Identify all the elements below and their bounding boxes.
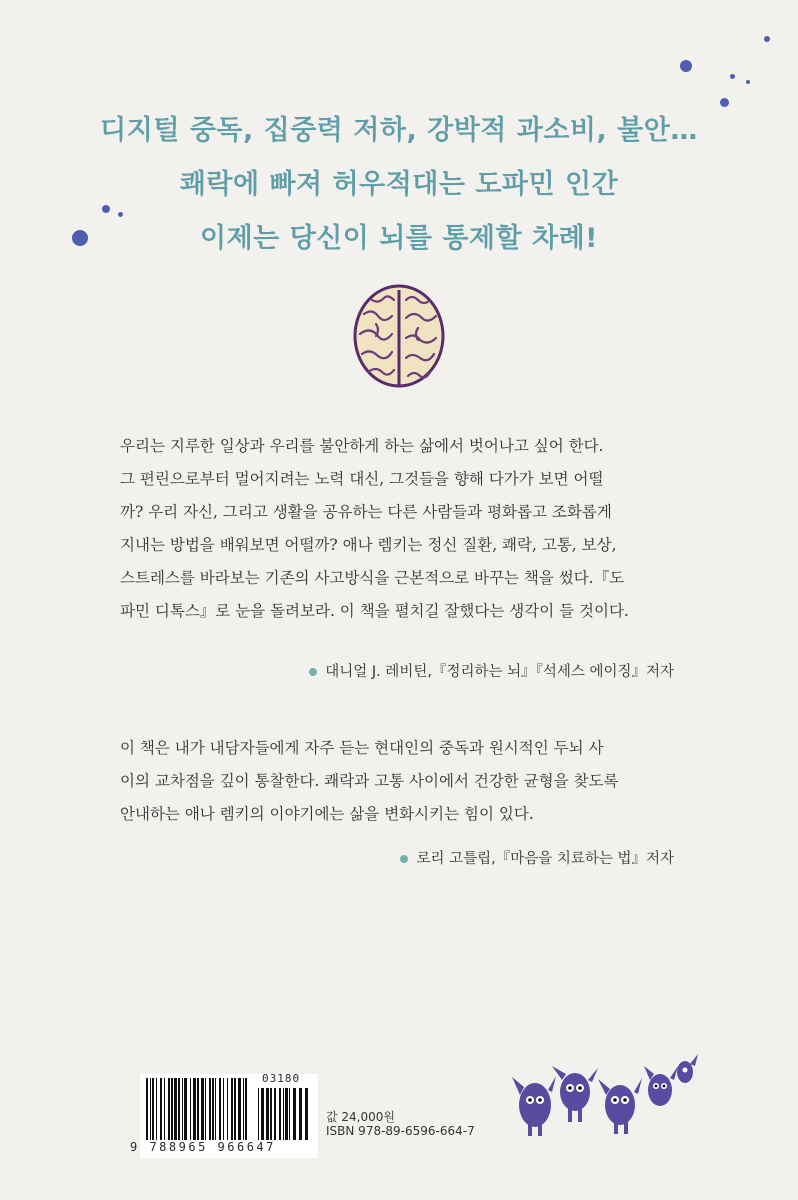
review-quote-2 xyxy=(120,732,680,831)
tagline-line-2: 쾌락에 빠져 허우적대는 도파민 인간 xyxy=(179,169,619,200)
ink-splatter xyxy=(680,60,692,72)
review-quote-1 xyxy=(120,430,680,628)
ink-splatter xyxy=(118,212,123,217)
review-line: 우리는 지루한 일상과 우리를 불안하게 하는 삶에서 벗어나고 싶어 한다. xyxy=(120,437,604,455)
ink-splatter xyxy=(746,80,750,84)
review-line: 안내하는 애나 렘키의 이야기에는 삶을 변화시키는 힘이 있다. xyxy=(120,805,534,823)
ink-splatter xyxy=(102,205,110,213)
review-line: 이의 교차점을 깊이 통찰한다. 쾌락과 고통 사이에서 건강한 균형을 찾도록 xyxy=(120,772,619,790)
review-line: 이 책은 내가 내담자들에게 자주 듣는 현대인의 중독과 원시적인 두뇌 사 xyxy=(120,739,604,757)
brain-illustration xyxy=(352,284,446,392)
review-credit-2 xyxy=(400,847,674,868)
bullet-dot-icon xyxy=(309,668,317,676)
barcode-addon-number: 03180 xyxy=(262,1072,301,1085)
tagline-line-1: 디지털 중독, 집중력 저하, 강박적 과소비, 불안… xyxy=(100,115,698,146)
ink-splatter xyxy=(720,98,729,107)
isbn: ISBN 978-89-6596-664-7 xyxy=(326,1124,475,1138)
review-line: 까? 우리 자신, 그리고 생활을 공유하는 다른 사람들과 평화롭고 조화롭게 xyxy=(120,503,612,521)
bullet-dot-icon xyxy=(400,855,408,863)
price: 값 24,000원 xyxy=(326,1110,395,1124)
ink-splatter xyxy=(764,36,770,42)
tagline xyxy=(0,104,798,266)
barcode-ean-number: 9 788965 966647 xyxy=(130,1140,276,1154)
ink-splatter xyxy=(72,230,88,246)
monster-characters xyxy=(510,1050,700,1140)
review-line: 지내는 방법을 배워보면 어떨까? 애나 렘키는 정신 질환, 쾌락, 고통, 보상, xyxy=(120,536,617,554)
credit-text: 대니얼 J. 레비틴,『정리하는 뇌』『석세스 에이징』저자 xyxy=(325,664,674,680)
review-line: 파민 디톡스』로 눈을 돌려보라. 이 책을 펼치길 잘했다는 생각이 들 것이다. xyxy=(120,602,629,620)
tagline-line-3: 이제는 당신이 뇌를 통제할 차례! xyxy=(200,223,598,254)
review-line: 스트레스를 바라보는 기존의 사고방식을 근본적으로 바꾸는 책을 썼다.『도 xyxy=(120,569,625,587)
review-credit-1 xyxy=(309,660,674,681)
credit-text: 로리 고틀립,『마음을 치료하는 법』저자 xyxy=(416,851,674,867)
ink-splatter xyxy=(730,74,735,79)
review-line: 그 편린으로부터 멀어지려는 노력 대신, 그것들을 향해 다가가 보면 어떨 xyxy=(120,470,604,488)
